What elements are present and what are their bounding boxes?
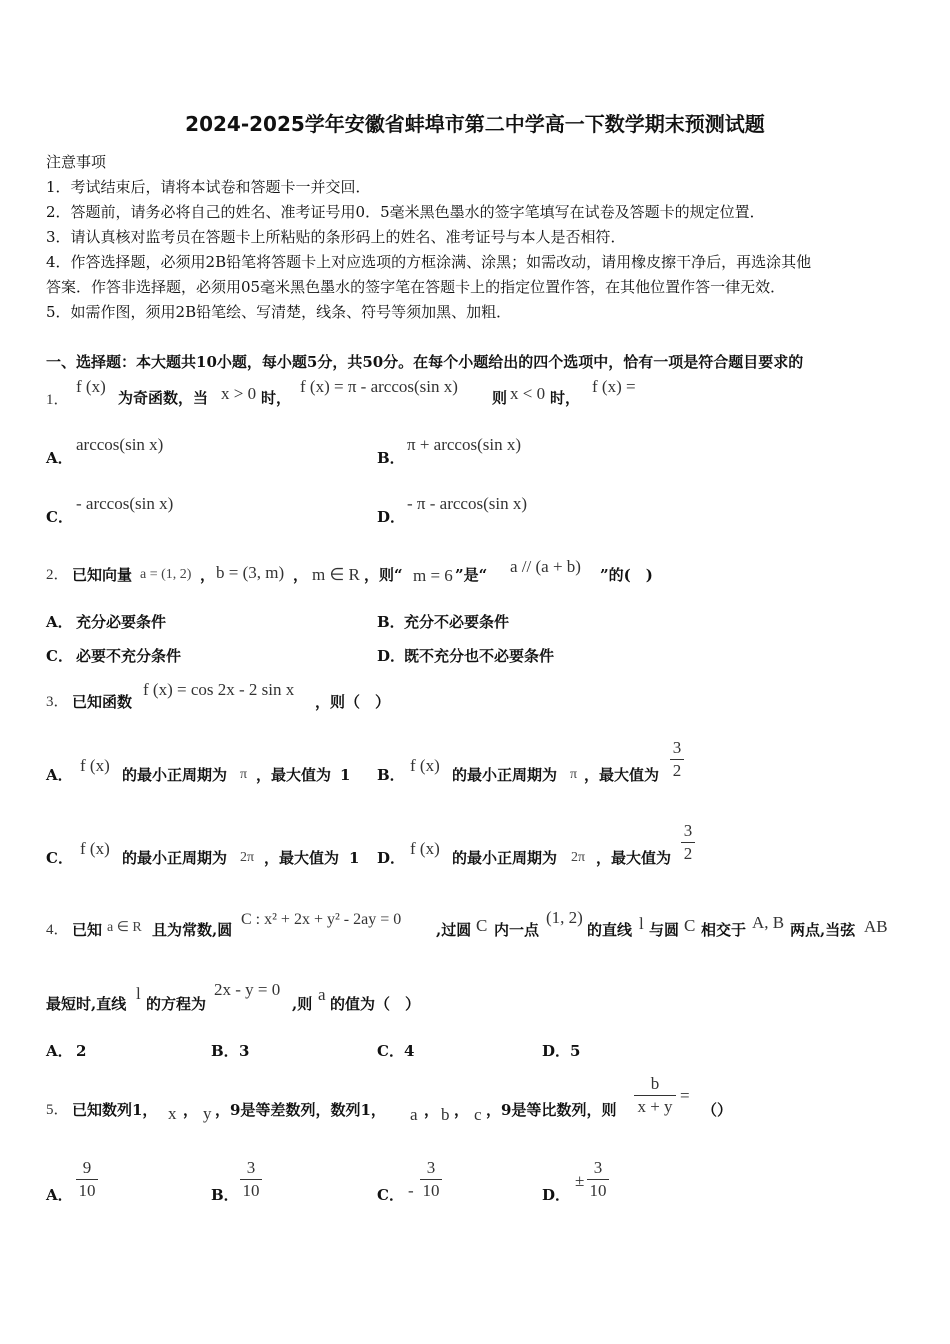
q1-f1: f (x) (76, 377, 106, 396)
q5-option-c-label: C． (377, 1186, 404, 1204)
q5-option-c-value: 3 10 (420, 1158, 442, 1201)
q4-option-c-label: C． (377, 1042, 404, 1060)
q2-vector-b: b = (3, m) (216, 563, 285, 582)
q3-option-a-max: 1 (340, 766, 351, 784)
q1-option-d: - π - arccos(sin x) (407, 494, 527, 513)
q3-option-b-max: 3 2 (670, 738, 684, 781)
q4-C: C (476, 916, 488, 935)
q2-option-d: 既不充分也不必要条件 (404, 647, 555, 665)
q1-text3: 则 (492, 389, 508, 407)
q3-number: 3． (46, 694, 69, 710)
q3-option-a-text: 的最小正周期为 (122, 766, 228, 784)
q3-option-d-f: f (x) (410, 839, 440, 858)
notice-item-4: 4．作答选择题，必须用2B铅笔将答题卡上对应选项的方框涂满、涂黑；如需改动，请用橡皮擦干净后，再选涂其他 (46, 253, 812, 271)
q2-text1: 已知向量 (72, 566, 133, 584)
q5-option-a-label: A． (46, 1186, 73, 1204)
q3-option-d-text: 的最小正周期为 (452, 849, 558, 867)
q4-option-d-label: D． (542, 1042, 571, 1060)
q5-y: y (203, 1104, 212, 1123)
q1-option-b-label: B． (377, 449, 405, 467)
q2-option-a-label: A． (46, 613, 73, 631)
q5-text1: 已知数列1， (72, 1101, 158, 1119)
q2-m-real: m ∈ R (312, 565, 360, 584)
q4-option-a-label: A． (46, 1042, 73, 1060)
q4-line2-text1: 最短时,直线 (46, 995, 127, 1013)
q1-cond1: x > 0 (221, 384, 257, 403)
q5-text3: ，9是等差数列，数列1， (215, 1101, 386, 1119)
q2-m-eq: m = 6 (413, 566, 453, 585)
q4-option-b: 3 (239, 1042, 250, 1060)
q3-option-c-f: f (x) (80, 839, 110, 858)
q2-number: 2． (46, 567, 69, 583)
q2-text3: ”是“ (455, 566, 488, 584)
q5-text5: （） (702, 1101, 733, 1119)
q4-text6: 与圆 (649, 921, 680, 939)
q5-text2: ， (183, 1101, 199, 1119)
section-heading: 一、选择题：本大题共10小题，每小题5分，共50分。在每个小题给出的四个选项中，恰有一项是符合题目要求的 (46, 353, 804, 371)
q4-l: l (639, 914, 644, 933)
q4-point: (1, 2) (546, 908, 583, 927)
notice-item-5: 5．如需作图，须用2B铅笔绘、写清楚，线条、符号等须加黑、加粗． (46, 303, 512, 321)
q3-option-a-period: π (240, 767, 248, 782)
q5-option-a-value: 9 10 (76, 1158, 98, 1201)
q4-text5: 的直线 (587, 921, 633, 939)
q3-option-a-text2: ，最大值为 (256, 766, 332, 784)
notice-heading: 注意事项 (46, 153, 107, 171)
q5-option-b-value: 3 10 (240, 1158, 262, 1201)
q4-text7: 相交于 (701, 921, 747, 939)
q3-option-b-text: 的最小正周期为 (452, 766, 558, 784)
q4-text3: ,过圆 (436, 921, 472, 939)
q5-a: a (410, 1105, 418, 1124)
notice-item-1: 1．考试结束后，请将本试卷和答题卡一并交回． (46, 178, 371, 196)
q1-text2: 时， (261, 389, 292, 407)
q3-option-d-period: 2π (571, 850, 586, 865)
notice-item-3: 3．请认真核对监考员在答题卡上所粘贴的条形码上的姓名、准考证号与本人是否相符． (46, 228, 626, 246)
q3-option-c-label: C． (46, 849, 73, 867)
q2-text2: ，则“ (364, 566, 403, 584)
q4-number: 4． (46, 922, 69, 938)
q2-option-b-label: B． (377, 613, 405, 631)
q1-text1: 为奇函数，当 (118, 389, 209, 407)
q3-option-b-label: B． (377, 766, 405, 784)
q3-option-d-label: D． (377, 849, 406, 867)
q5-option-b-label: B． (211, 1186, 239, 1204)
q3-option-b-period: π (570, 767, 578, 782)
q2-text4: ”的( ) (600, 566, 653, 584)
q1-option-c-label: C． (46, 508, 73, 526)
q2-option-d-label: D． (377, 647, 406, 665)
q4-text4: 内一点 (494, 921, 540, 939)
q4-option-d: 5 (570, 1042, 581, 1060)
q4-a-real: a ∈ R (107, 920, 142, 935)
q4-AB: A, B (752, 913, 785, 932)
q5-fraction: b x + y (634, 1074, 676, 1117)
q5-equals: = (680, 1086, 690, 1105)
q1-f3: f (x) = (592, 377, 636, 396)
q4-l2: l (136, 984, 141, 1003)
q2-vector-a: a = (1, 2) (140, 567, 192, 582)
q4-line2-text3: ,则 (292, 995, 313, 1013)
q3-option-c-text: 的最小正周期为 (122, 849, 228, 867)
q1-f2: f (x) = π - arccos(sin x) (300, 377, 458, 396)
q1-option-b: π + arccos(sin x) (407, 435, 521, 454)
q2-option-c-label: C． (46, 647, 73, 665)
q4-AB2: AB (864, 917, 888, 936)
q4-option-b-label: B． (211, 1042, 239, 1060)
q3-option-b-f: f (x) (410, 756, 440, 775)
q5-option-c-sign: - (408, 1181, 414, 1200)
q3-text1: 已知函数 (72, 693, 133, 711)
q4-text1: 已知 (72, 921, 103, 939)
q4-a: a (318, 985, 326, 1004)
q3-function: f (x) = cos 2x - 2 sin x (143, 680, 295, 699)
page-title: 2024-2025学年安徽省蚌埠市第二中学高一下数学期末预测试题 (185, 112, 765, 136)
q1-number: 1． (46, 392, 69, 408)
q2-option-b: 充分不必要条件 (404, 613, 510, 631)
q3-option-c-text2: ，最大值为 (264, 849, 340, 867)
q5-number: 5． (46, 1102, 69, 1118)
q1-text4: 时， (550, 389, 581, 407)
q4-line2-text2: 的方程为 (146, 995, 207, 1013)
q4-option-c: 4 (404, 1042, 415, 1060)
q5-text4: ，9是等比数列，则 (486, 1101, 617, 1119)
notice-item-2: 2．答题前，请务必将自己的姓名、准考证号用0．5毫米黑色墨水的签字笔填写在试卷及答题卡的规定位置． (46, 203, 765, 221)
q5-c: c (474, 1105, 482, 1124)
q5-x: x (168, 1104, 177, 1123)
q4-text2: 且为常数,圆 (152, 921, 233, 939)
q3-option-a-label: A． (46, 766, 73, 784)
q1-option-a: arccos(sin x) (76, 435, 164, 454)
q2-option-a: 充分必要条件 (76, 613, 167, 631)
q1-option-d-label: D． (377, 508, 406, 526)
q5-option-d-sign: ± (575, 1171, 585, 1190)
q3-option-d-max: 3 2 (681, 821, 695, 864)
q4-line-eq: 2x - y = 0 (214, 980, 281, 999)
q1-cond2: x < 0 (510, 384, 546, 403)
q4-option-a: 2 (76, 1042, 87, 1060)
q3-option-c-max: 1 (349, 849, 360, 867)
q3-text2: ，则（ ） (315, 693, 391, 711)
q3-option-d-text2: ，最大值为 (596, 849, 672, 867)
q5-b: b (441, 1105, 450, 1124)
q1-option-c: - arccos(sin x) (76, 494, 174, 513)
q4-line2-text4: 的值为（ ） (330, 995, 421, 1013)
q5-option-d-value: 3 10 (587, 1158, 609, 1201)
q2-option-c: 必要不充分条件 (76, 647, 182, 665)
q4-text8: 两点,当弦 (790, 921, 856, 939)
q5-option-d-label: D． (542, 1186, 571, 1204)
q4-circle: C : x² + 2x + y² - 2ay = 0 (241, 911, 402, 928)
q3-option-a-f: f (x) (80, 756, 110, 775)
notice-item-4-cont: 答案．作答非选择题，必须用05毫米黑色墨水的签字笔在答题卡上的指定位置作答，在其他位置作答一律无效． (46, 278, 786, 296)
q1-option-a-label: A． (46, 449, 73, 467)
q3-option-b-text2: ，最大值为 (584, 766, 660, 784)
q2-parallel: a // (a + b) (510, 557, 581, 576)
q4-C2: C (684, 916, 696, 935)
q3-option-c-period: 2π (240, 850, 255, 865)
